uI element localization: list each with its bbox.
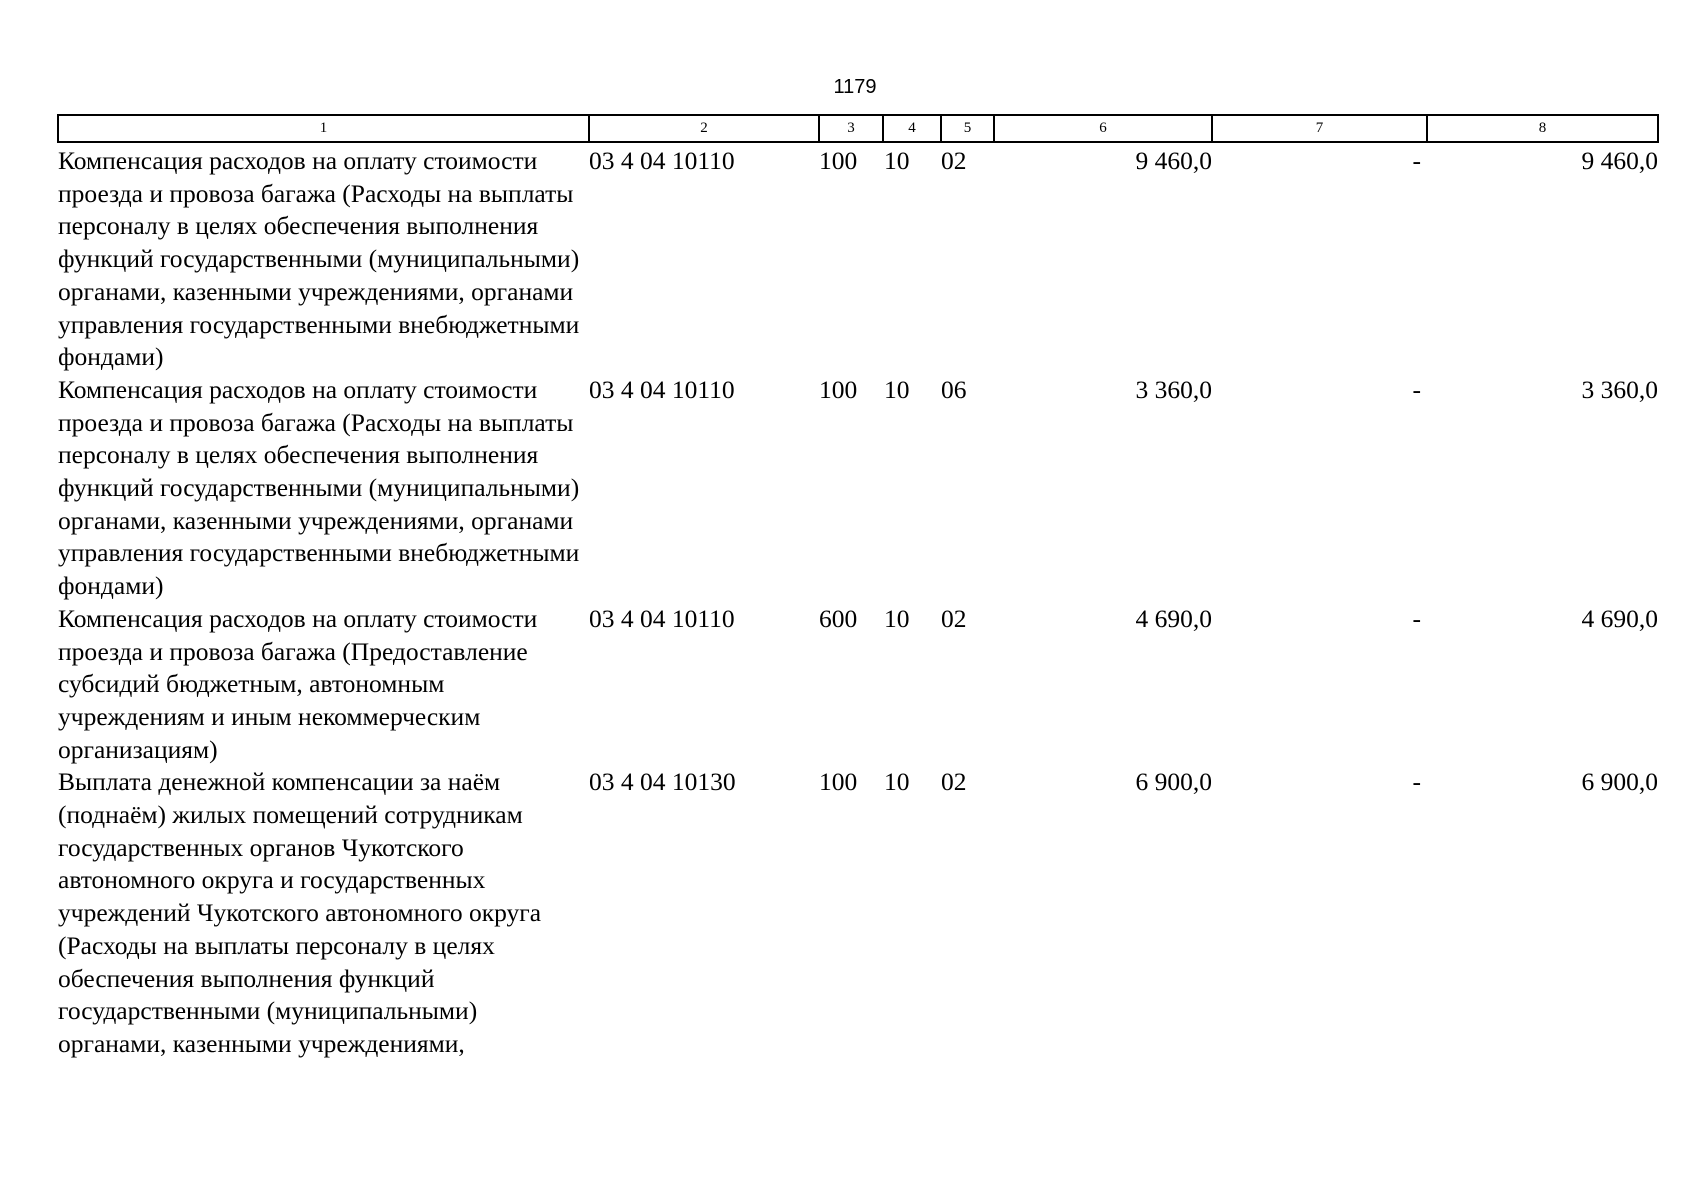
table-row <box>58 603 1658 767</box>
page-number: 1179 <box>833 76 877 98</box>
amount-total: 4 690,0 <box>1135 603 1212 633</box>
subsection-code: 02 <box>941 767 967 797</box>
column-header-8: 8 <box>1427 115 1658 142</box>
amount-other: - <box>1412 603 1421 633</box>
table-row <box>58 374 1658 603</box>
target-article-code: 03 4 04 10110 <box>589 374 735 404</box>
target-article-code: 03 4 04 10130 <box>589 767 736 797</box>
amount-other: - <box>1412 146 1421 175</box>
table-row <box>58 142 1658 374</box>
column-number-row <box>58 115 1658 142</box>
amount-final: 3 360,0 <box>1581 374 1658 404</box>
amount-total: 9 460,0 <box>1135 146 1212 175</box>
expense-type-code: 600 <box>819 603 858 633</box>
column-header-6: 6 <box>994 115 1212 142</box>
subsection-code: 02 <box>941 146 967 175</box>
section-code: 10 <box>884 767 910 797</box>
target-article-code: 03 4 04 10110 <box>589 603 735 633</box>
row-description: Компенсация расходов на оплату стоимости проезда и провоза багажа (Расходы на выплаты персоналу в целях обеспечения выполнения функций государственными (муниципальными) органами, казенными учреждениями, органами управления государственными внебюджетными фондами) <box>58 374 580 601</box>
column-header-2: 2 <box>589 115 819 142</box>
table-header <box>58 115 1658 142</box>
section-code: 10 <box>884 146 910 175</box>
table-row <box>58 766 1658 1060</box>
section-code: 10 <box>884 374 910 404</box>
column-header-3: 3 <box>819 115 883 142</box>
row-description: Компенсация расходов на оплату стоимости проезда и провоза багажа (Расходы на выплаты персоналу в целях обеспечения выполнения функций государственными (муниципальными) органами, казенными учреждениями, органами управления государственными внебюджетными фондами) <box>58 146 580 372</box>
subsection-code: 06 <box>941 374 967 404</box>
budget-table <box>57 114 1659 1061</box>
column-header-5: 5 <box>941 115 994 142</box>
amount-total: 6 900,0 <box>1135 767 1212 797</box>
amount-other: - <box>1412 374 1421 404</box>
expense-type-code: 100 <box>819 767 858 797</box>
table-body <box>58 142 1658 1061</box>
column-header-1: 1 <box>58 115 589 142</box>
subsection-code: 02 <box>941 603 967 633</box>
row-description: Выплата денежной компенсации за наём (поднаём) жилых помещений сотрудникам государственных органов Чукотского автономного округа и государственных учреждений Чукотского автономного округа (Расходы на выплаты персоналу в целях обеспечения выполнения функций государственными (муниципальными) органами, казенными учреждениями, <box>58 767 542 1058</box>
expense-type-code: 100 <box>819 374 858 404</box>
column-header-7: 7 <box>1212 115 1427 142</box>
amount-total: 3 360,0 <box>1135 374 1212 404</box>
section-code: 10 <box>884 603 910 633</box>
amount-other: - <box>1412 767 1421 797</box>
expense-type-code: 100 <box>819 146 858 175</box>
amount-final: 6 900,0 <box>1581 767 1658 797</box>
amount-final: 4 690,0 <box>1581 603 1658 633</box>
row-description: Компенсация расходов на оплату стоимости проезда и провоза багажа (Предоставление субсидий бюджетным, автономным учреждениям и иным некоммерческим организациям) <box>58 603 538 764</box>
target-article-code: 03 4 04 10110 <box>589 146 735 175</box>
amount-final: 9 460,0 <box>1581 146 1658 175</box>
column-header-4: 4 <box>883 115 941 142</box>
